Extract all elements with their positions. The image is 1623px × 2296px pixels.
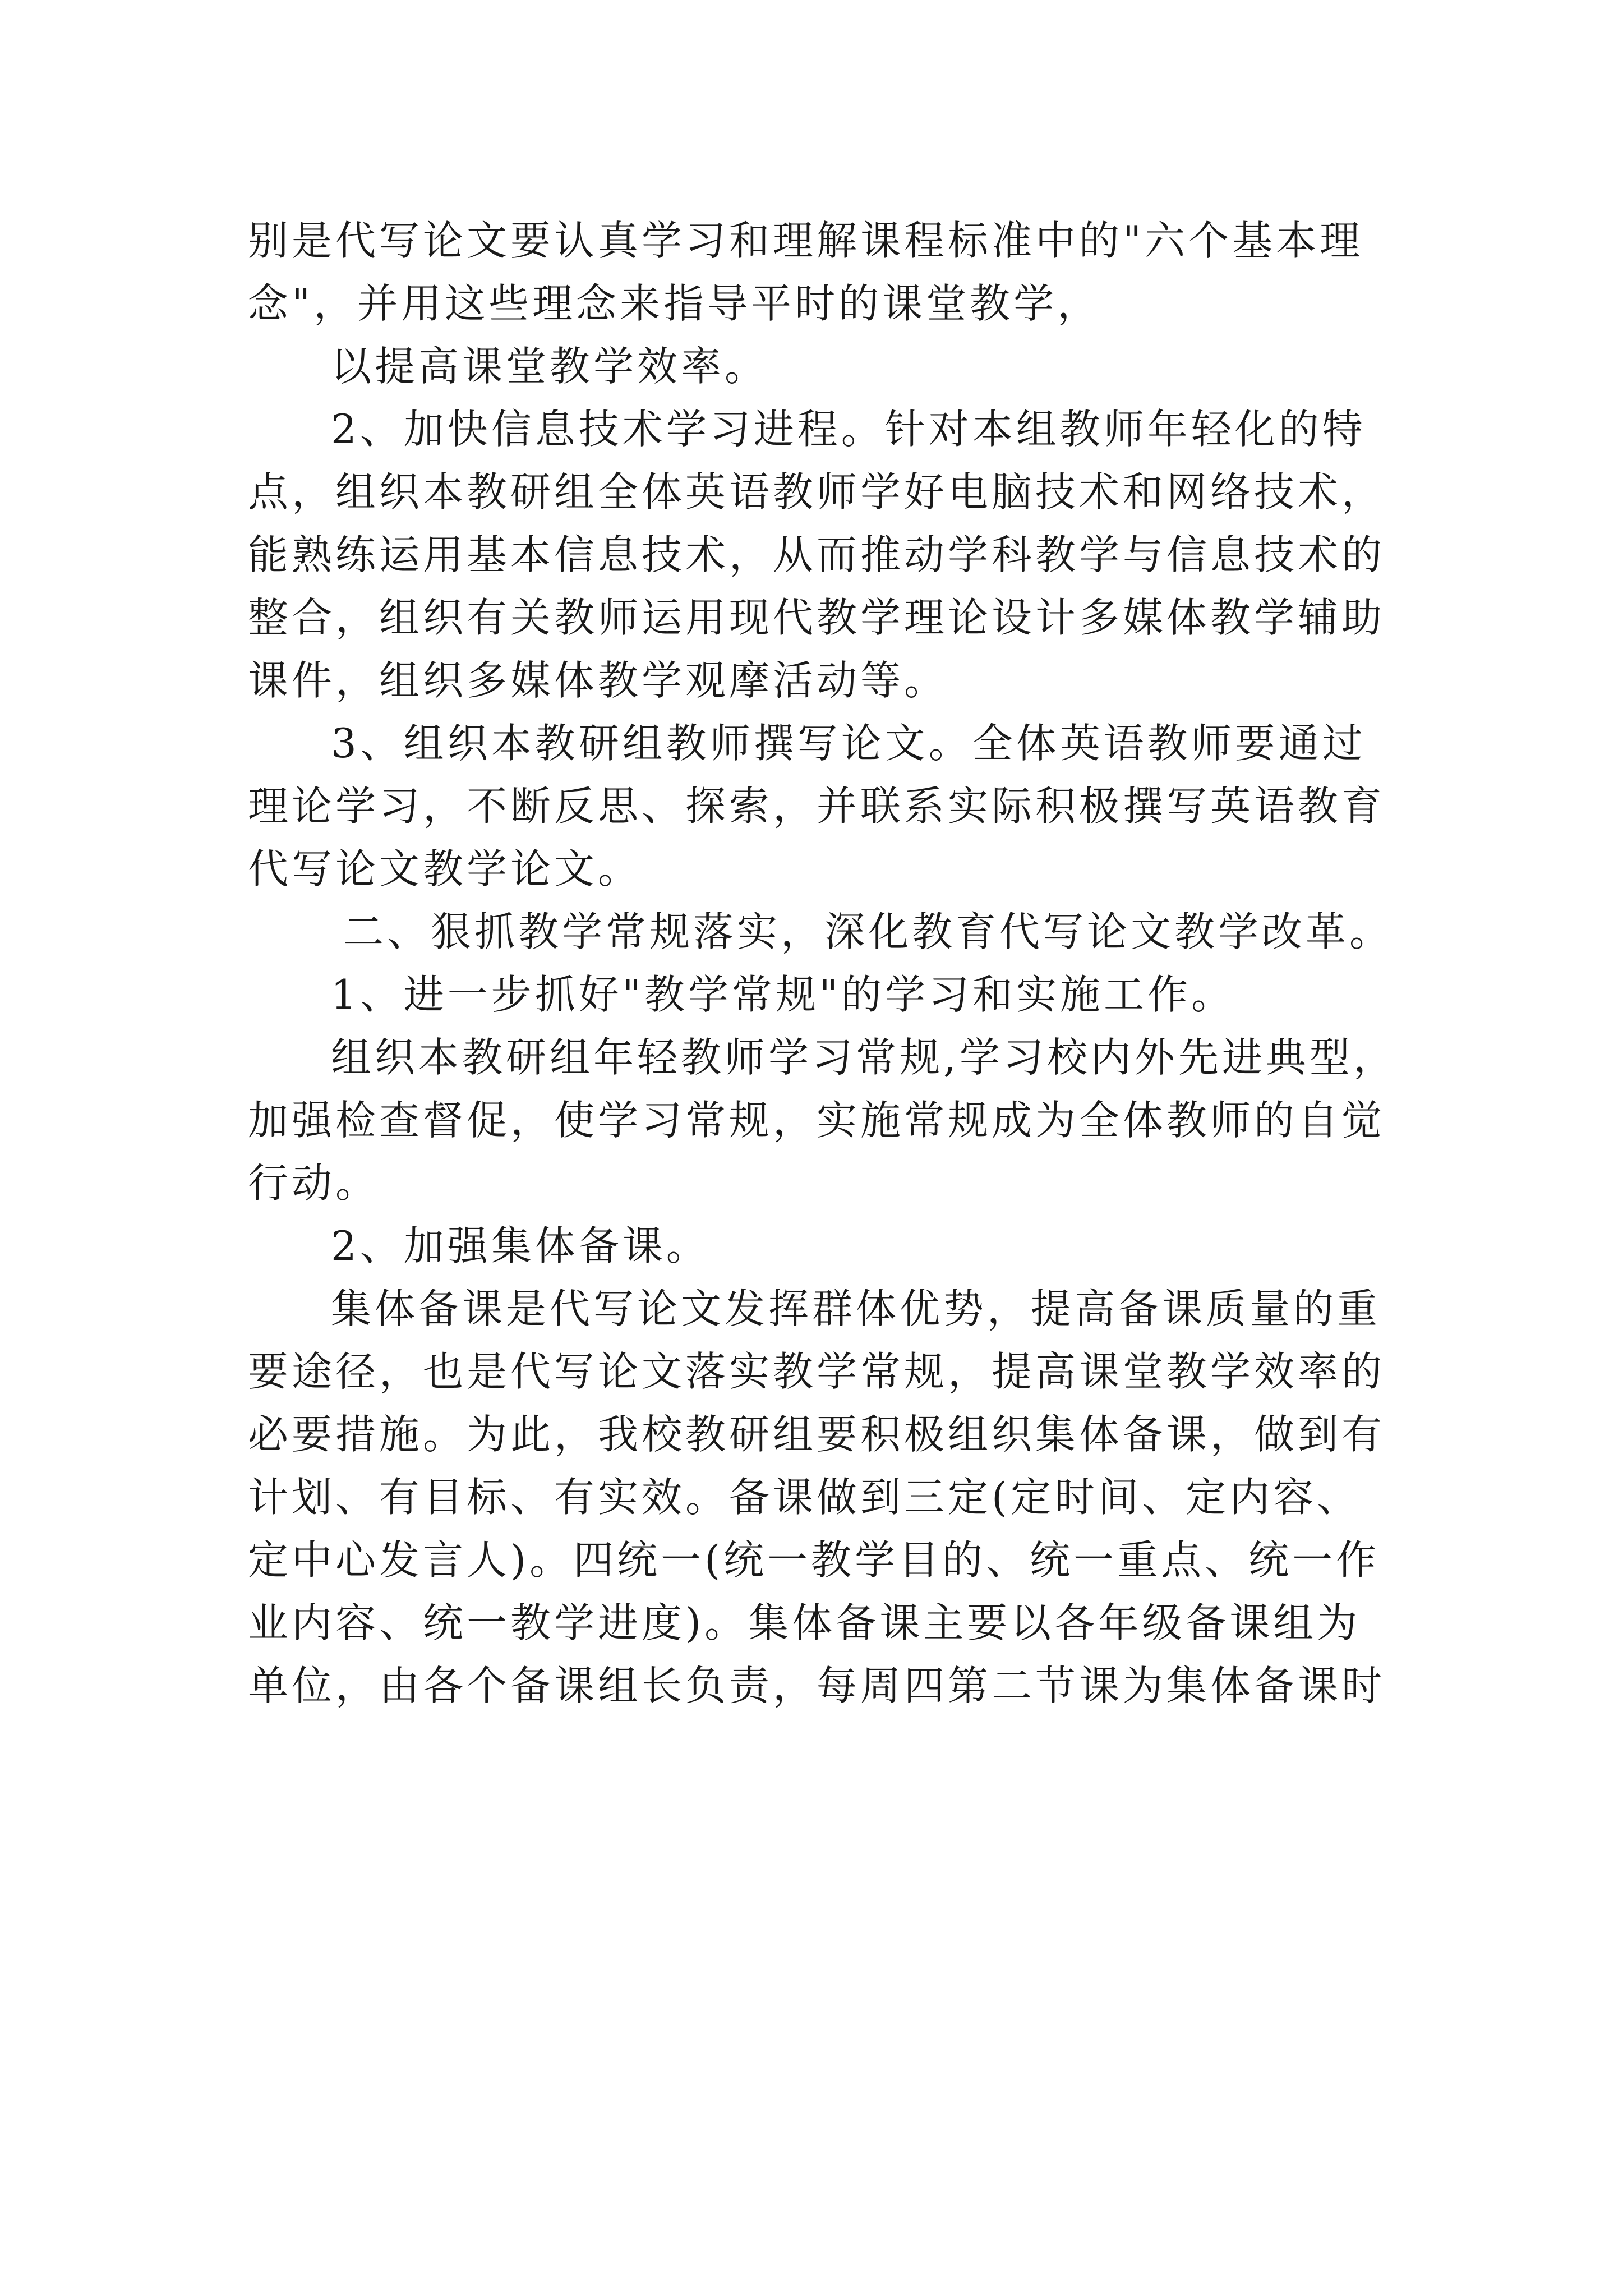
text-line: 必要措施。为此，我校教研组要积极组织集体备课，做到有 (248, 1411, 1386, 1458)
text-line: 单位，由各个备课组长负责，每周四第二节课为集体备课时 (248, 1662, 1386, 1709)
text-line: 组织本教研组年轻教师学习常规,学习校内外先进典型， (331, 1034, 1397, 1081)
text-line: 点，组织本教研组全体英语教师学好电脑技术和网络技术， (248, 468, 1386, 516)
text-line: 能熟练运用基本信息技术，从而推动学科教学与信息技术的 (248, 531, 1386, 578)
section-heading: 二、狠抓教学常规落实，深化教育代写论文教学改革。 (343, 908, 1394, 955)
text-line: 行动。 (248, 1159, 380, 1207)
text-line: 代写论文教学论文。 (248, 845, 642, 892)
text-line: 3、组织本教研组教师撰写论文。全体英语教师要通过 (331, 720, 1366, 767)
text-line: 以提高课堂教学效率。 (331, 343, 769, 390)
text-line: 2、加强集体备课。 (331, 1222, 710, 1269)
text-line: 定中心发言人)。四统一(统一教学目的、统一重点、统一作 (248, 1536, 1380, 1584)
text-line: 2、加快信息技术学习进程。针对本组教师年轻化的特 (331, 406, 1366, 453)
text-line: 集体备课是代写论文发挥群体优势，提高备课质量的重 (331, 1285, 1381, 1332)
text-line: 业内容、统一教学进度)。集体备课主要以各年级备课组为 (248, 1599, 1361, 1646)
text-line: 理论学习，不断反思、探索，并联系实际积极撰写英语教育 (248, 783, 1386, 830)
text-line: 别是代写论文要认真学习和理解课程标准中的"六个基本理 (248, 217, 1364, 264)
text-line: 整合，组织有关教师运用现代教学理论设计多媒体教学辅助 (248, 594, 1386, 641)
text-line: 要途径，也是代写论文落实教学常规，提高课堂教学效率的 (248, 1348, 1386, 1395)
text-line: 念"，并用这些理念来指导平时的课堂教学， (248, 280, 1101, 327)
text-line: 加强检查督促，使学习常规，实施常规成为全体教师的自觉 (248, 1097, 1386, 1144)
text-line: 1、进一步抓好"教学常规"的学习和实施工作。 (331, 971, 1235, 1018)
text-line: 计划、有目标、有实效。备课做到三定(定时间、定内容、 (248, 1474, 1361, 1521)
document-body (248, 209, 1397, 1717)
text-line: 课件，组织多媒体教学观摩活动等。 (248, 657, 948, 704)
